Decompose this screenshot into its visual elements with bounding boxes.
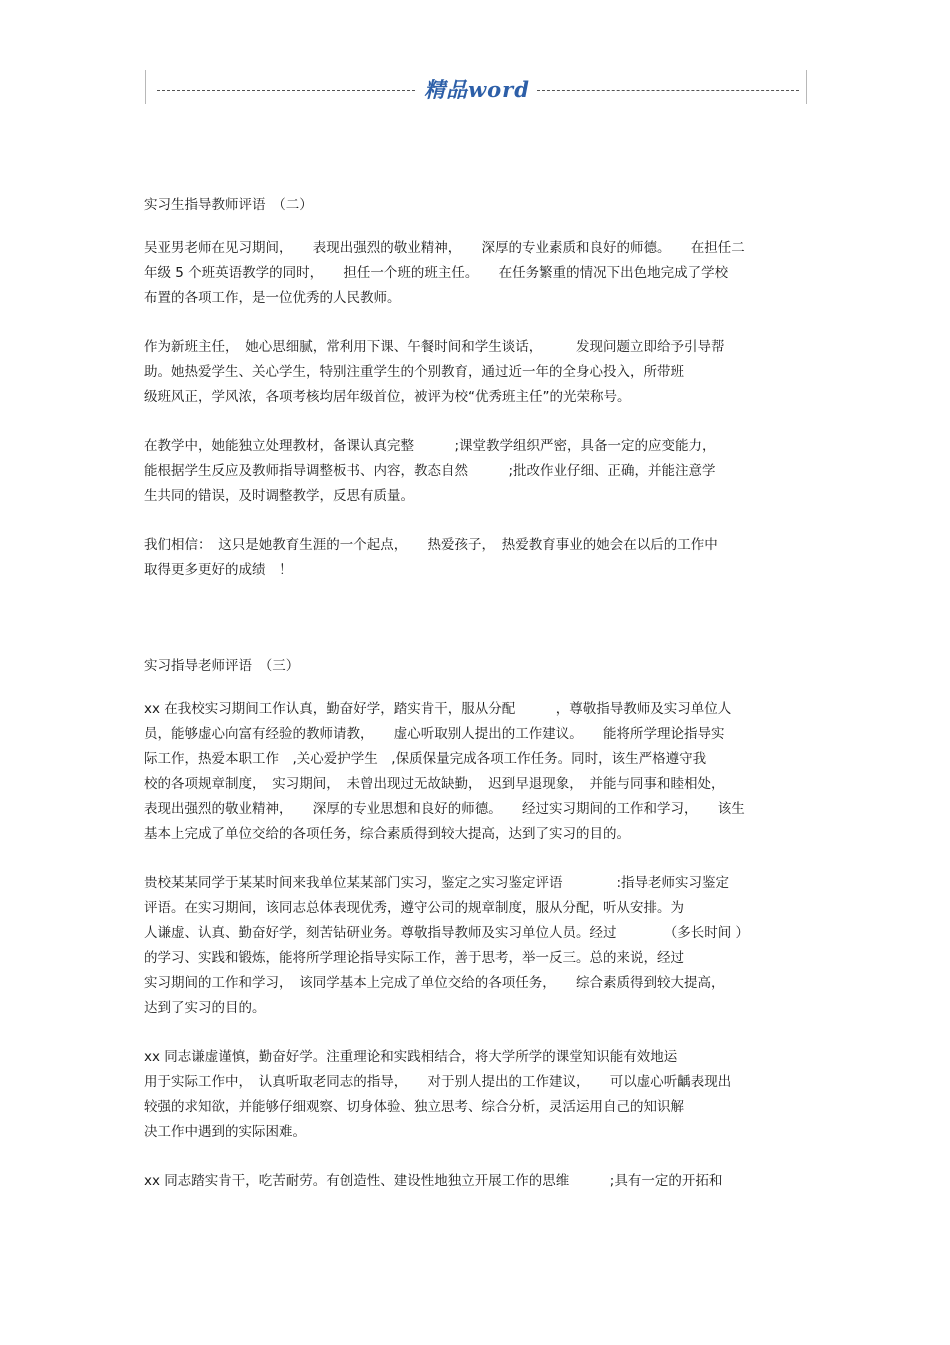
- text-line: 级班风正，学风浓，各项考核均居年级首位，被评为校“优秀班主任”的光荣称号。: [144, 389, 631, 405]
- section-2: [144, 192, 812, 583]
- text-line: 吴亚男老师在见习期间， 表现出强烈的敬业精神， 深厚的专业素质和良好的师德。 在担任二: [144, 240, 745, 256]
- text-line: 表现出强烈的敬业精神， 深厚的专业思想和良好的师德。 经过实习期间的工作和学习， 该生: [144, 801, 745, 817]
- text-line: xx 同志踏实肯干，吃苦耐劳。有创造性、建设性地独立开展工作的思维 ;具有一定的开拓和: [144, 1173, 723, 1189]
- text-line: 我们相信： 这只是她教育生涯的一个起点， 热爱孩子， 热爱教育事业的她会在以后的工作中: [144, 537, 718, 553]
- text-line: 达到了实习的目的。: [144, 1000, 266, 1016]
- paragraph: [144, 335, 812, 410]
- text-line: 助。她热爱学生、关心学生，特别注重学生的个别教育，通过近一年的全身心投入，所带班: [144, 364, 684, 380]
- section-3: [144, 653, 812, 1194]
- section-title: 实习生指导教师评语 （二）: [144, 197, 313, 213]
- text-line: xx 同志谦虚谨慎，勤奋好学。注重理论和实践相结合，将大学所学的课堂知识能有效地运: [144, 1049, 678, 1065]
- text-line: 校的各项规章制度， 实习期间， 未曾出现过无故缺勤， 迟到早退现象， 并能与同事和睦相处，: [144, 776, 725, 792]
- paragraph: [144, 871, 812, 1021]
- header-left-dashes: [157, 90, 415, 91]
- text-line: 贵校某某同学于某某时间来我单位某某部门实习，鉴定之实习鉴定评语 :指导老师实习鉴定: [144, 875, 730, 891]
- header-right-dashes: [537, 90, 799, 91]
- page-header: [145, 70, 807, 106]
- text-line: 作为新班主任， 她心思细腻，常利用下课、午餐时间和学生谈话， 发现问题立即给予引导帮: [144, 339, 725, 355]
- paragraph: [144, 434, 812, 509]
- text-line: 际工作，热爱本职工作 ,关心爱护学生 ,保质保量完成各项工作任务。同时，该生严格遵守我: [144, 751, 707, 767]
- text-line: 实习期间的工作和学习， 该同学基本上完成了单位交给的各项任务， 综合素质得到较大提高，: [144, 975, 725, 991]
- paragraph: [144, 1169, 812, 1194]
- text-line: 评语。在实习期间，该同志总体表现优秀，遵守公司的规章制度，服从分配，听从安排。为: [144, 900, 684, 916]
- text-line: 较强的求知欲，并能够仔细观察、切身体验、独立思考、综合分析，灵活运用自己的知识解: [144, 1099, 684, 1115]
- section-spacer: [144, 607, 812, 653]
- text-line: 基本上完成了单位交给的各项任务，综合素质得到较大提高，达到了实习的目的。: [144, 826, 630, 842]
- text-line: 的学习、实践和锻炼，能将所学理论指导实际工作，善于思考，举一反三。总的来说，经过: [144, 950, 684, 966]
- paragraph: [144, 236, 812, 311]
- paragraph: [144, 697, 812, 847]
- header-left-bar: [145, 70, 146, 104]
- text-line: 布置的各项工作，是一位优秀的人民教师。: [144, 290, 401, 306]
- header-right-bar: [806, 70, 807, 104]
- text-line: 决工作中遇到的实际困难。: [144, 1124, 306, 1140]
- text-line: 用于实际工作中， 认真听取老同志的指导， 对于别人提出的工作建议， 可以虚心听齲表现出: [144, 1074, 732, 1090]
- text-line: 年级 5 个班英语教学的同时， 担任一个班的班主任。 在任务繁重的情况下出色地完成了学校: [144, 265, 729, 281]
- text-line: 能根据学生反应及教师指导调整板书、内容，教态自然 ;批改作业仔细、正确，并能注意学: [144, 463, 716, 479]
- paragraph: [144, 533, 812, 583]
- text-line: 在教学中，她能独立处理教材，备课认真完整 ;课堂教学组织严密，具备一定的应变能力，: [144, 438, 716, 454]
- text-line: 员，能够虚心向富有经验的教师请教， 虚心听取别人提出的工作建议。 能将所学理论指导实: [144, 726, 725, 742]
- paragraph: [144, 1045, 812, 1145]
- text-line: 取得更多更好的成绩 ！: [144, 562, 293, 578]
- text-line: xx 在我校实习期间工作认真，勤奋好学，踏实肯干，服从分配 ，尊敬指导教师及实习单位人: [144, 701, 732, 717]
- document-body: [144, 192, 812, 1218]
- text-line: 人谦虚、认真、勤奋好学，刻苦钻研业务。尊敬指导教师及实习单位人员。经过 （多长时间 ）: [144, 925, 750, 941]
- text-line: 生共同的错误，及时调整教学，反思有质量。: [144, 488, 414, 504]
- section-title: 实习指导老师评语 （三）: [144, 658, 300, 674]
- header-brand: 精品word: [424, 77, 530, 102]
